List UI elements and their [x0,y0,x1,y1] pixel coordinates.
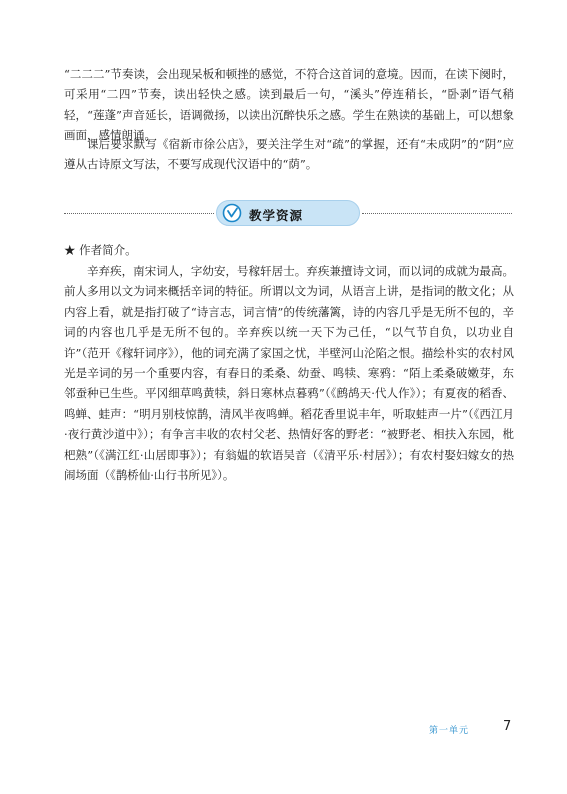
dotted-divider-left [64,213,214,214]
section-title: 教学资源 [249,208,304,223]
author-biography: 辛弃疾，南宋词人，字幼安，号稼轩居士。弃疾兼擅诗文词，而以词的成就为最高。前人多用以文为词来概括辛词的特征。所谓以文为词，从语言上讲，是指词的散文化；从内容上看，就是指打破了“诗言志，词言情”的传统藩篱，诗的内容几乎是无所不包的，辛词的内容也几乎是无所不包的。辛弃疾以统一天下为己任，“以气节自负，以功业自许”（范开《稼轩词序》），他的词充满了家国之忧，半壁河山沦陷之恨。描绘朴实的农村风光是辛词的另一个重要内容，有春日的柔桑、幼蚕、鸣犊、寒鸦：“陌上柔桑破嫩芽，东邻蚕种已生些。平冈细草鸣黄犊，斜日寒林点暮鸦”（《鹧鸪天·代人作》）；有夏夜的稻香、鸣蝉、蛙声：“明月别枝惊鹊，清风半夜鸣蝉。稻花香里说丰年，听取蛙声一片”（《西江月·夜行黄沙道中》）；有争言丰收的农村父老、热情好客的野老：“被野老、相扶入东园，枇杷熟”（《满江红·山居即事》）；有翁媪的软语吴音（《清平乐·村居》）；有农村娶妇嫁女的热闹场面（《鹊桥仙·山行书所见》）。 [64,264,514,483]
dotted-divider-right [362,213,512,214]
pencil-check-icon [222,203,242,223]
paragraph-reading-rhythm: “二二二”节奏读，会出现呆板和顿挫的感觉，不符合这首词的意境。因而，在读下阕时，可采用“二四”节奏，读出轻快之感。读到最后一句，“溪头”停连稍长，“卧剥”语气稍轻，“莲蓬”声音延长，语调微扬，以读出沉醉快乐之感。学生在熟读的基础上，可以想象画面，感情朗诵。 [64,67,514,143]
page-number: 7 [503,719,512,734]
unit-label: 第一单元 [429,726,470,736]
section-header [64,199,512,229]
paragraph-dictation-note: 课后要求默写《宿新市徐公店》，要关注学生对“疏”的掌握，还有“未成阴”的“阴”应遵从古诗原文写法，不要写成现代汉语中的“荫”。 [64,137,514,172]
section-title-pill [216,200,360,226]
resource-intro: ★ 作者简介。 [64,243,137,257]
